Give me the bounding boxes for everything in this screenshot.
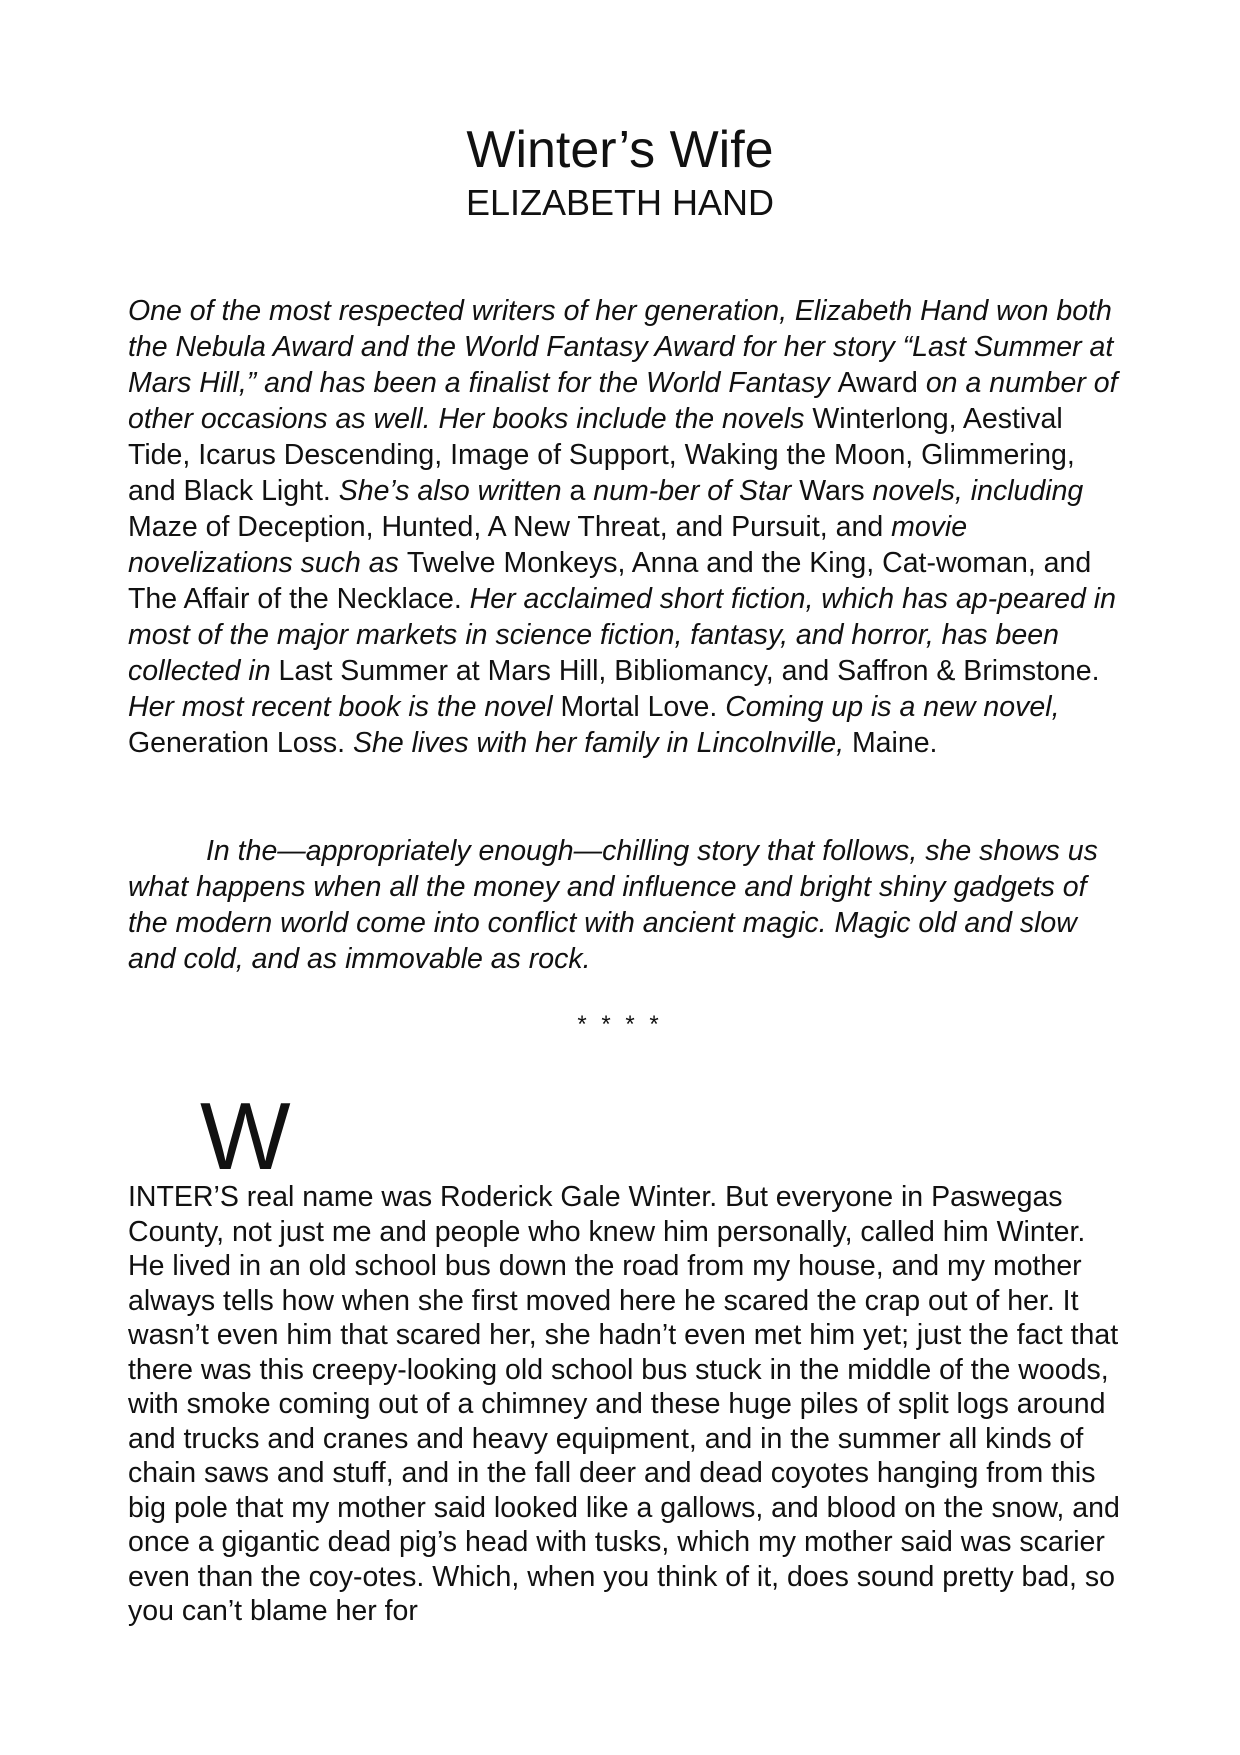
intro-text-segment: Generation Loss. — [128, 727, 353, 759]
intro-text-segment: on a — [925, 367, 990, 399]
intro-text-segment: Last Summer at Mars Hill, Bibliomancy, and Saffron & Brimstone. — [278, 655, 1100, 687]
intro-text-segment: Her acclaimed short fiction, which has ap-peared in most of the major markets in science fiction, fantasy, and horror, has been collected in — [128, 583, 1116, 687]
intro-text-segment: Coming up is a new novel, — [725, 691, 1060, 723]
intro-text-segment: She lives with her family in Lincolnville, — [352, 727, 852, 759]
story-paragraph: INTER’S real name was Roderick Gale Winter. But everyone in Paswegas County, not just me and people who knew him personally, called him Winter. He lived in an old school bus down the road from my house, and my mother always tells how when she first moved here he scared the crap out of her. It wasn’t even him that scared her, she hadn’t even met him yet; just the fact that there was this creepy-looking old school bus stuck in the middle of the woods, with smoke coming out of a chimney and these huge piles of split logs around and trucks and cranes and heavy equipment, and in the summer all kinds of chain saws and stuff, and in the fall deer and dead coyotes hanging from this big pole that my mother said looked like a gallows, and blood on the snow, and once a gigantic dead pig’s head with tusks, which my mother said was scarier even than the coy-otes. Which, when you think of it, does sound pretty bad, so you can’t blame her for — [128, 1181, 1120, 1627]
intro-paragraph — [128, 293, 1118, 761]
intro-text-segment: num-ber of Star — [593, 475, 800, 507]
intro-text-segment: number of other occasions as well. Her books include the novels — [128, 367, 1118, 435]
intro-text-segment: a — [569, 475, 594, 507]
intro-text-segment: Mortal Love. — [560, 691, 726, 723]
intro-text-segment: Award — [837, 367, 926, 399]
author-name: ELIZABETH HAND — [465, 182, 775, 223]
intro-text-segment: One of the most respected writers of her generation, Elizabeth Hand won both the Nebula Award and the World Fantasy Award for her story “Last Summer at Mars Hill,” and has been a finalist for the World Fantasy — [128, 295, 1114, 399]
intro-paragraph-2: In the—appropriately enough—chilling story that follows, she shows us what happens when all the money and influence and bright shiny gadgets of the modern world come into conflict with ancient magic. Magic old and slow and cold, and as immovable as rock. — [128, 835, 1098, 975]
intro-text-segment: Twelve Monkeys, Anna and the King, Cat-woman, and The Affair of the Necklace. — [128, 547, 1092, 615]
intro-text-segment: She’s also written — [338, 475, 570, 507]
section-separator: * * * * — [577, 1011, 663, 1038]
intro-text-segment: movie novelizations such as — [128, 511, 968, 579]
story-title: Winter’s Wife — [466, 121, 774, 179]
intro-text-segment: Wars — [799, 475, 873, 507]
intro-text-segment: Maine. — [851, 727, 938, 759]
intro-text-segment: Her most recent book is the novel — [128, 691, 561, 723]
intro-text-segment: novels, including — [872, 475, 1084, 507]
intro-text-segment: Winterlong, Aestival Tide, Icarus Descending, Image of Support, Waking the Moon, Glimmering, and Black Light. — [128, 403, 1075, 507]
intro-text-segment: Maze of Deception, Hunted, A New Threat, and Pursuit, and — [128, 511, 892, 543]
drop-cap: W — [200, 1083, 291, 1190]
